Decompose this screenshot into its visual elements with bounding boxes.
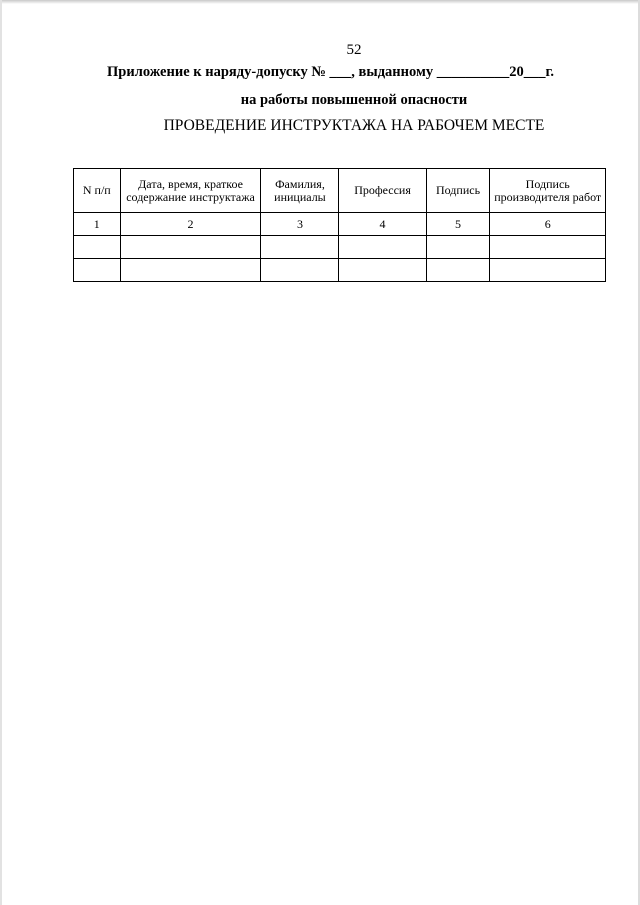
scan-top-edge — [0, 0, 640, 4]
column-number-row — [74, 213, 606, 236]
table-header-row — [74, 169, 606, 213]
column-number-cell: 4 — [339, 213, 426, 236]
empty-cell — [426, 236, 490, 259]
empty-cell — [426, 259, 490, 282]
header-cell-supervisor-signature: Подпись производителя работ — [490, 169, 606, 213]
empty-cell — [120, 236, 261, 259]
empty-cell — [120, 259, 261, 282]
empty-cell — [339, 259, 426, 282]
header-cell-name: Фамилия, инициалы — [261, 169, 339, 213]
appendix-subtitle: на работы повышенной опасности — [240, 92, 468, 108]
empty-cell — [490, 259, 606, 282]
header-cell-signature: Подпись — [426, 169, 490, 213]
column-number-cell: 3 — [261, 213, 339, 236]
table-row — [74, 236, 606, 259]
empty-cell — [74, 259, 121, 282]
empty-cell — [261, 259, 339, 282]
page-number: 52 — [346, 42, 362, 58]
empty-cell — [261, 236, 339, 259]
instruction-table — [73, 168, 606, 282]
table-row — [74, 259, 606, 282]
empty-cell — [339, 236, 426, 259]
header-cell-profession: Профессия — [339, 169, 426, 213]
column-number-cell: 1 — [74, 213, 121, 236]
header-cell-date-content: Дата, время, краткое содержание инструктажа — [120, 169, 261, 213]
appendix-title: Приложение к наряду-допуску № ___, выданному __________20___г. — [107, 64, 555, 80]
column-number-cell: 2 — [120, 213, 261, 236]
column-number-cell: 5 — [426, 213, 490, 236]
scan-left-edge — [0, 0, 2, 905]
header-cell-number: N п/п — [74, 169, 121, 213]
column-number-cell: 6 — [490, 213, 606, 236]
section-title: ПРОВЕДЕНИЕ ИНСТРУКТАЖА НА РАБОЧЕМ МЕСТЕ — [163, 117, 545, 134]
empty-cell — [490, 236, 606, 259]
empty-cell — [74, 236, 121, 259]
